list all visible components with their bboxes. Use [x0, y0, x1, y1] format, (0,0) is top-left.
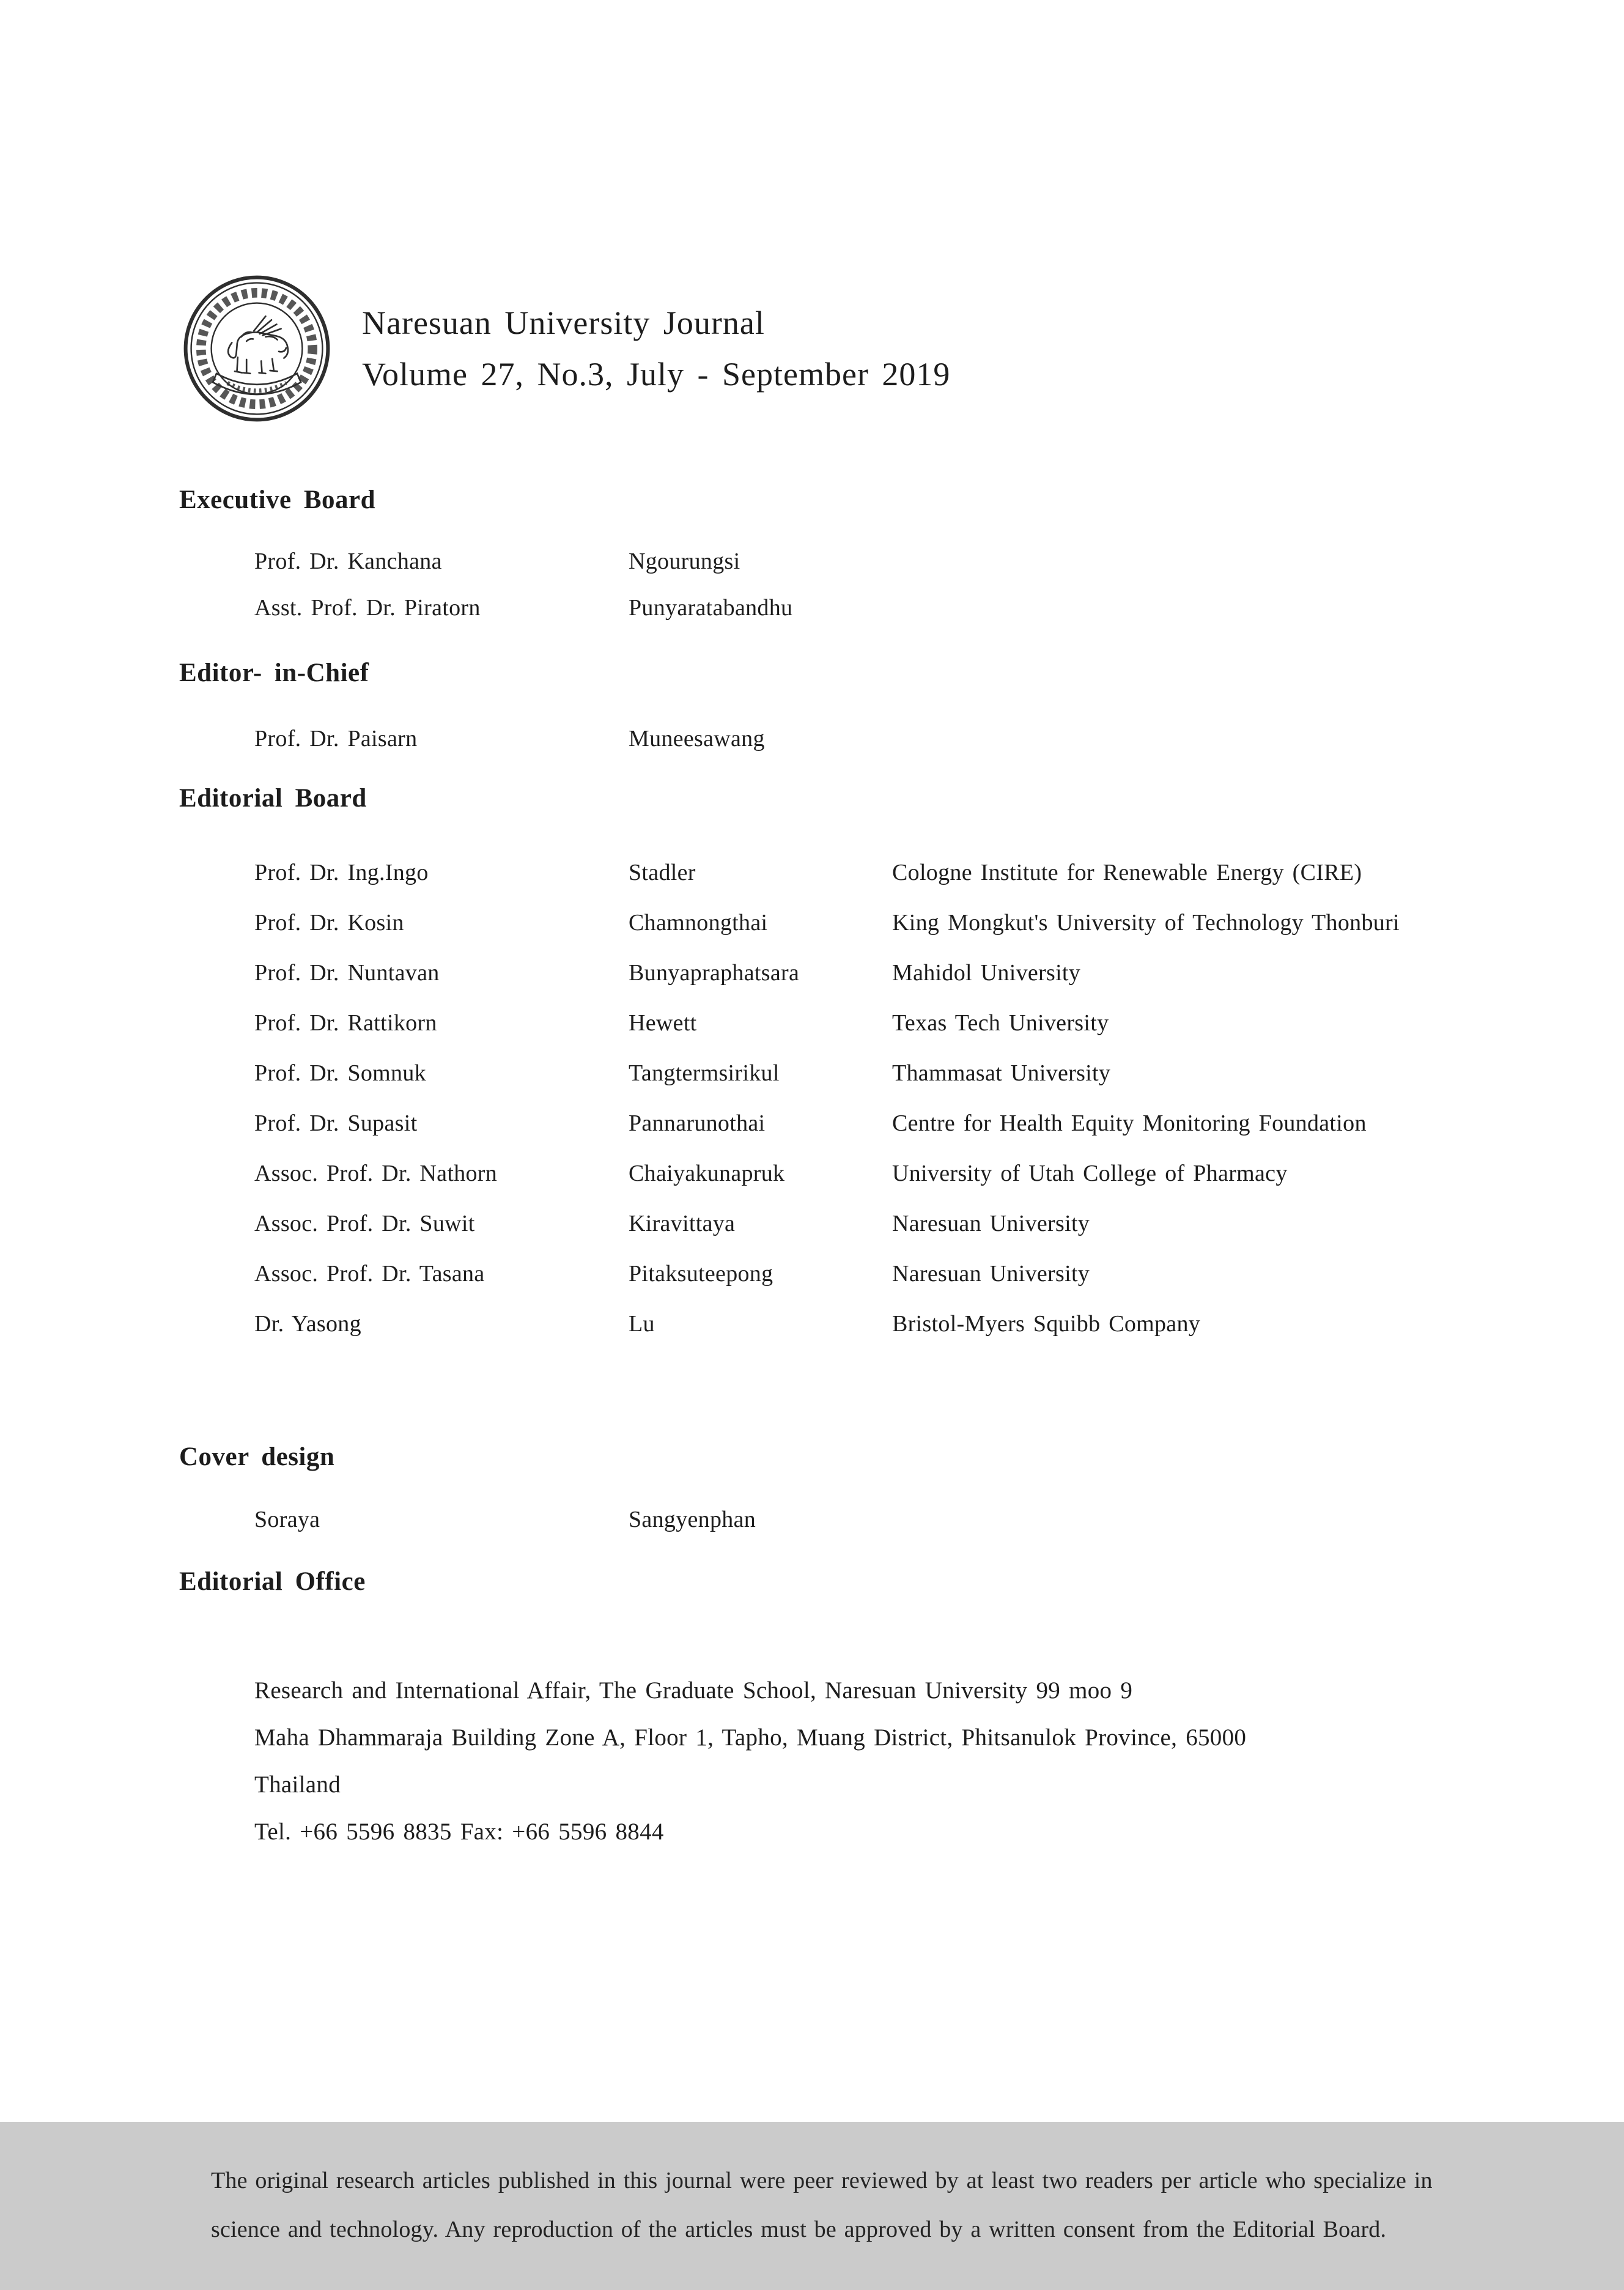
member-title-name: Assoc. Prof. Dr. Suwit: [254, 1211, 475, 1236]
section-heading-cover-design: Cover design: [179, 1442, 335, 1471]
member-row: [254, 1210, 1551, 1260]
page-header: [183, 275, 950, 422]
editorial-board-members: [254, 859, 1551, 1360]
address-line: Maha Dhammaraja Building Zone A, Floor 1, Tapho, Muang District, Phitsanulok Province, 65000: [254, 1724, 1247, 1751]
member-row: [254, 594, 1551, 640]
member-row: [254, 1505, 1551, 1536]
member-surname: Lu: [629, 1311, 655, 1337]
member-row: [254, 1009, 1551, 1059]
member-row: [254, 909, 1551, 959]
member-row: [254, 547, 1551, 594]
member-title-name: Prof. Dr. Paisarn: [254, 726, 418, 752]
member-title-name: Asst. Prof. Dr. Piratorn: [254, 595, 481, 621]
member-row: [254, 1109, 1551, 1159]
member-title-name: Assoc. Prof. Dr. Tasana: [254, 1261, 485, 1287]
member-surname: Ngourungsi: [629, 548, 740, 574]
member-row: [254, 725, 1551, 755]
editorial-office-address: [254, 1677, 1551, 1865]
member-surname: Stadler: [629, 860, 696, 885]
peer-review-notice-line: The original research articles published in this journal were peer reviewed by at least two readers per article who specialize in: [211, 2168, 1433, 2193]
member-surname: Chamnongthai: [629, 910, 768, 936]
editor-in-chief-members: [254, 725, 1551, 755]
member-title-name: Prof. Dr. Kanchana: [254, 548, 442, 574]
member-surname: Tangtermsirikul: [629, 1060, 780, 1086]
section-heading-editor-in-chief: Editor- in-Chief: [179, 659, 369, 687]
member-surname: Pitaksuteepong: [629, 1261, 773, 1287]
member-title-name: Prof. Dr. Supasit: [254, 1110, 418, 1136]
peer-review-notice: [0, 2122, 1624, 2290]
section-heading-editorial-office: Editorial Office: [179, 1567, 366, 1596]
member-title-name: Assoc. Prof. Dr. Nathorn: [254, 1161, 498, 1186]
member-title-name: Prof. Dr. Somnuk: [254, 1060, 426, 1086]
member-title-name: Soraya: [254, 1507, 320, 1532]
member-affiliation: Bristol-Myers Squibb Company: [892, 1311, 1201, 1337]
member-surname: Kiravittaya: [629, 1211, 736, 1236]
member-row: [254, 959, 1551, 1009]
member-surname: Muneesawang: [629, 726, 765, 752]
section-heading-editorial-board: Editorial Board: [179, 784, 367, 813]
member-surname: Chaiyakunapruk: [629, 1161, 785, 1186]
member-affiliation: Centre for Health Equity Monitoring Foundation: [892, 1110, 1367, 1136]
member-surname: Sangyenphan: [629, 1507, 756, 1532]
member-row: [254, 1059, 1551, 1109]
section-heading-executive-board: Executive Board: [179, 486, 376, 514]
journal-titles: [362, 297, 950, 400]
member-affiliation: Thammasat University: [892, 1060, 1111, 1086]
member-row: [254, 859, 1551, 909]
cover-design-members: [254, 1505, 1551, 1536]
member-affiliation: Cologne Institute for Renewable Energy (CIRE): [892, 860, 1362, 885]
member-affiliation: Naresuan University: [892, 1211, 1090, 1236]
member-affiliation: Mahidol University: [892, 960, 1081, 986]
peer-review-notice-line: science and technology. Any reproduction of the articles must be approved by a written consent from the Editorial Board.: [211, 2217, 1387, 2242]
member-title-name: Prof. Dr. Ing.Ingo: [254, 860, 429, 885]
journal-issue-line: Volume 27, No.3, July - September 2019: [362, 356, 951, 393]
address-line: Tel. +66 5596 8835 Fax: +66 5596 8844: [254, 1819, 664, 1845]
member-title-name: Prof. Dr. Kosin: [254, 910, 404, 936]
member-affiliation: King Mongkut's University of Technology Thonburi: [892, 910, 1400, 936]
member-surname: Bunyapraphatsara: [629, 960, 800, 986]
executive-board-members: [254, 547, 1551, 640]
university-seal-icon: [183, 275, 330, 422]
member-row: [254, 1260, 1551, 1310]
member-surname: Hewett: [629, 1010, 697, 1036]
address-line: Research and International Affair, The Graduate School, Naresuan University 99 moo 9: [254, 1677, 1133, 1704]
member-surname: Punyaratabandhu: [629, 595, 793, 621]
journal-title: Naresuan University Journal: [362, 305, 765, 341]
member-row: [254, 1159, 1551, 1210]
member-title-name: Prof. Dr. Rattikorn: [254, 1010, 437, 1036]
member-title-name: Prof. Dr. Nuntavan: [254, 960, 440, 986]
address-line: Thailand: [254, 1771, 341, 1798]
member-affiliation: Naresuan University: [892, 1261, 1090, 1287]
member-row: [254, 1310, 1551, 1360]
member-surname: Pannarunothai: [629, 1110, 766, 1136]
member-affiliation: University of Utah College of Pharmacy: [892, 1161, 1288, 1186]
member-affiliation: Texas Tech University: [892, 1010, 1109, 1036]
member-title-name: Dr. Yasong: [254, 1311, 361, 1337]
